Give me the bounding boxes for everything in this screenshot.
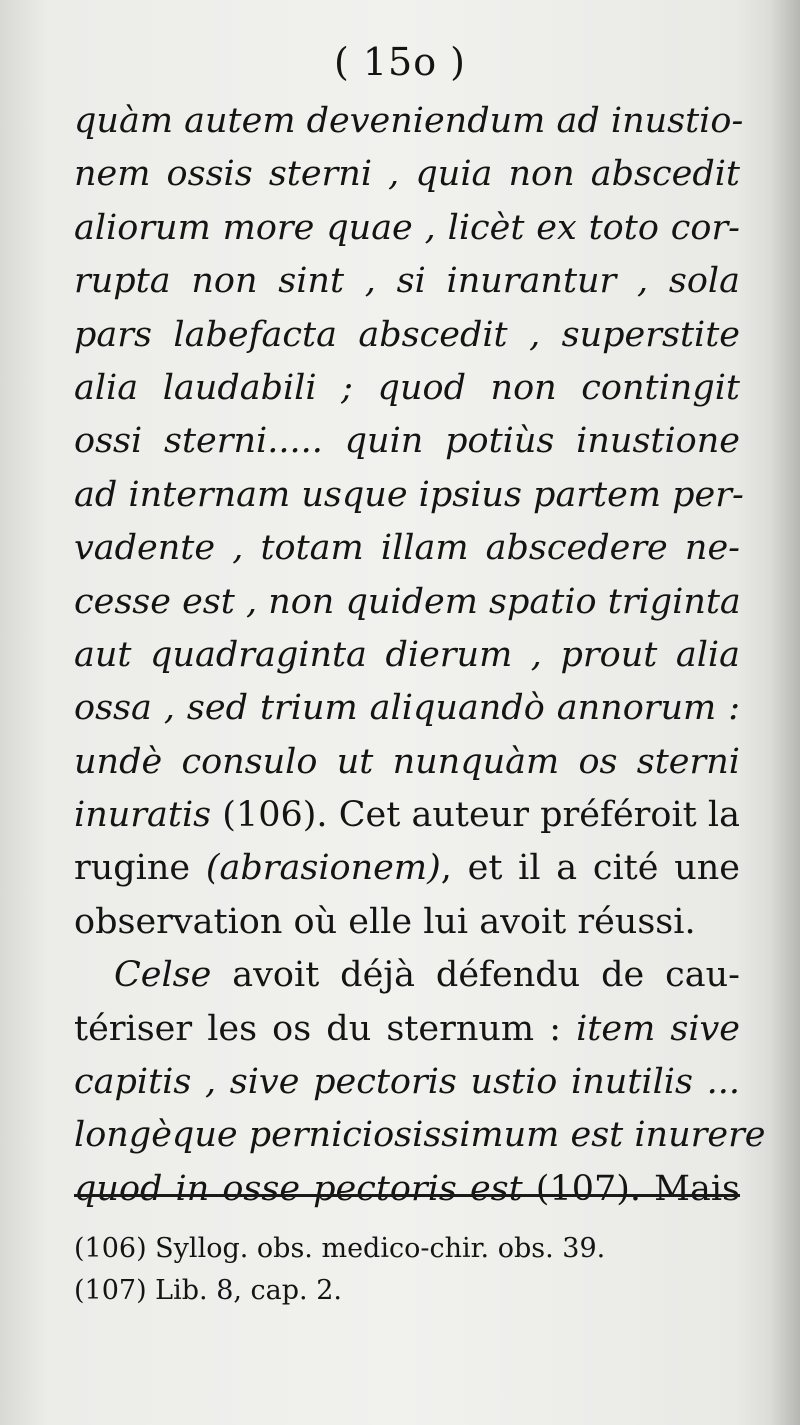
body-text — [74, 95, 766, 1216]
text-line — [74, 415, 740, 468]
roman-text: rugine — [74, 848, 206, 889]
text-line — [74, 469, 744, 522]
text-line — [74, 1056, 740, 1109]
text-line — [74, 1003, 740, 1056]
text-line — [74, 789, 740, 842]
italic-text: pars labefacta abscedit , superstite — [74, 314, 740, 355]
italic-text: quàm autem deveniendum ad inustio- — [74, 101, 744, 141]
text-line — [74, 576, 740, 629]
text-line — [74, 309, 740, 362]
text-line — [74, 148, 740, 201]
text-line — [74, 842, 740, 895]
text-line — [74, 896, 740, 949]
roman-text: avoit déjà défendu de cau- — [211, 955, 740, 996]
italic-text: capitis , sive pectoris ustio inutilis ... — [74, 1062, 740, 1103]
italic-text: nem ossis sterni , quia non abscedit — [74, 154, 740, 195]
roman-text: , et il a cité une — [440, 848, 740, 889]
text-line — [74, 255, 740, 308]
italic-text: ossa , sed trium aliquandò annorum : — [74, 688, 740, 729]
italic-text: (abrasionem) — [205, 848, 441, 889]
page-number: ( 15o ) — [333, 40, 467, 84]
italic-text: cesse est , non quidem spatio triginta — [74, 581, 741, 622]
text-line — [74, 736, 740, 789]
page-edge-shadow — [770, 0, 800, 1425]
footnote-divider — [74, 1194, 740, 1197]
footnotes — [74, 1228, 740, 1312]
italic-text: item sive — [576, 1008, 740, 1049]
roman-text: (106). Cet auteur préféroit la — [211, 795, 740, 836]
italic-text: alia laudabili ; quod non contingit — [74, 367, 740, 408]
italic-text: vadente , totam illam abscedere ne- — [74, 528, 740, 569]
text-line — [74, 629, 740, 682]
italic-text: ad internam usque ipsius partem per- — [74, 474, 744, 515]
text-line — [74, 202, 740, 255]
text-line — [74, 1163, 740, 1216]
italic-text: longèque perniciosissimum est inurere — [74, 1115, 766, 1156]
text-line — [74, 682, 740, 735]
roman-text: tériser les os du sternum : — [74, 1008, 577, 1049]
text-line — [74, 1109, 766, 1162]
footnote-106: (106) Syllog. obs. medico-chir. obs. 39. — [74, 1233, 606, 1264]
text-line — [74, 95, 744, 148]
paragraph-start-line — [74, 949, 740, 1002]
footnote-107: (107) Lib. 8, cap. 2. — [74, 1275, 342, 1306]
italic-text: inuratis — [74, 795, 212, 836]
italic-text: rupta non sint , si inurantur , sola — [74, 261, 740, 302]
italic-text: quod in osse pectoris est — [74, 1168, 523, 1209]
italic-text: undè consulo ut nunquàm os sterni — [74, 741, 740, 782]
italic-text: aut quadraginta dierum , prout alia — [74, 634, 740, 675]
italic-text: Celse — [114, 955, 212, 996]
text-line — [74, 362, 740, 415]
italic-text: ossi sterni..... quin potiùs inustione — [74, 421, 740, 462]
text-line — [74, 522, 740, 575]
italic-text: aliorum more quae , licèt ex toto cor- — [74, 207, 740, 248]
roman-text: (107). Mais — [522, 1168, 740, 1209]
roman-text: observation où elle lui avoit réussi. — [74, 901, 696, 942]
